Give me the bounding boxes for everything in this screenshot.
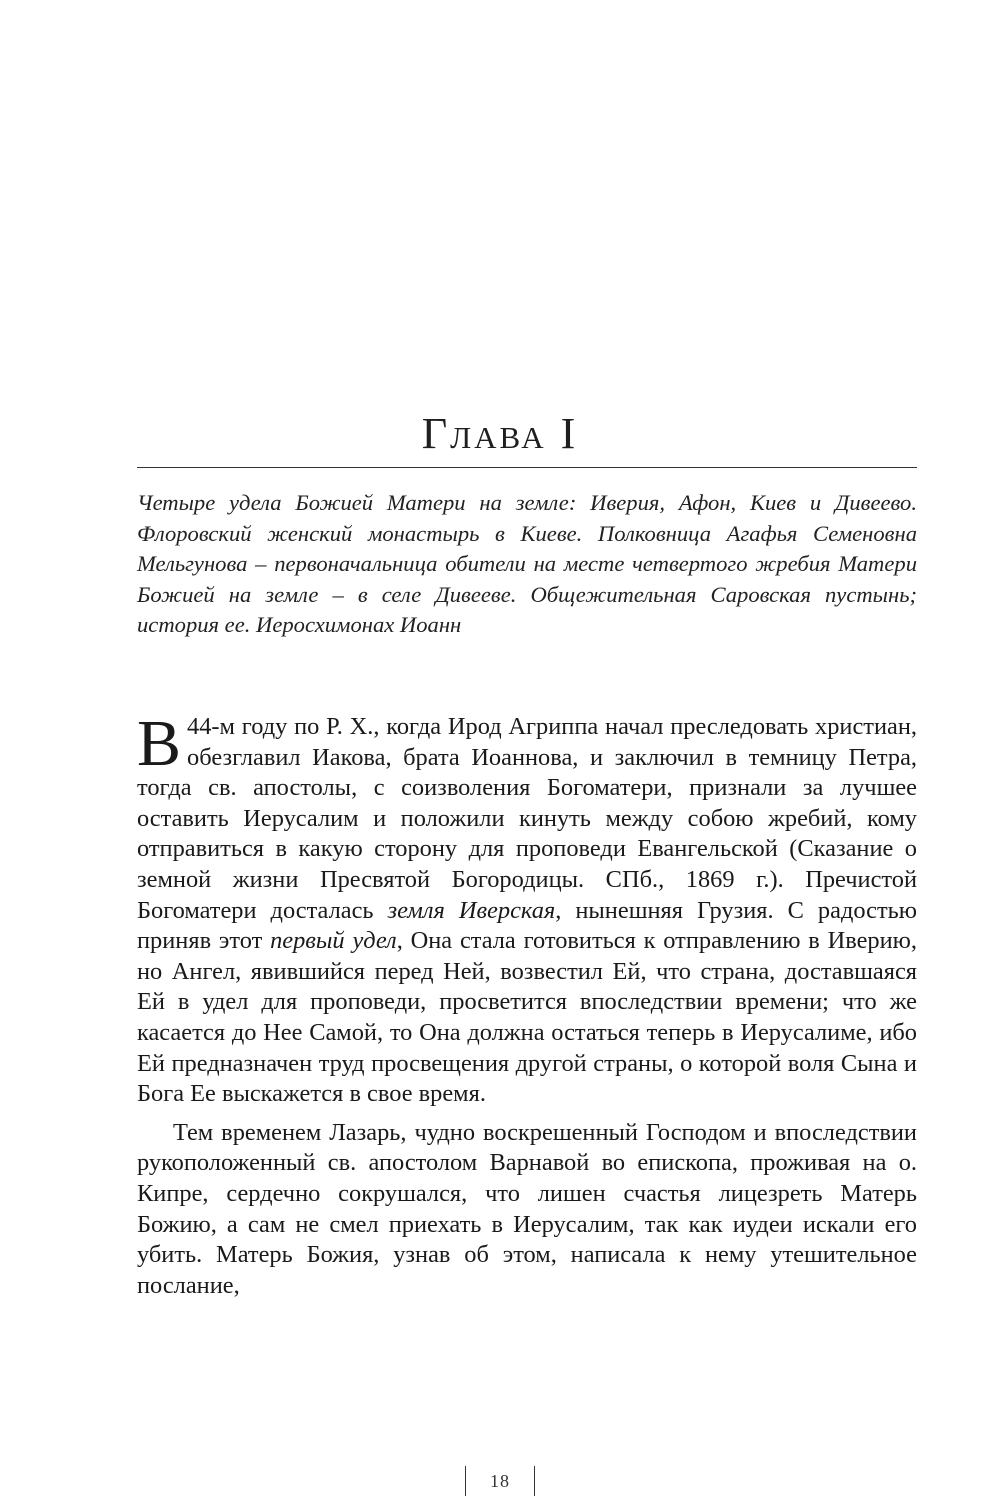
page-footer — [0, 1466, 1000, 1496]
paragraph-1-text-b: , нынешняя Грузия. С радостью приняв этот — [137, 896, 917, 955]
paragraph-2: Тем временем Лазарь, чудно воскрешенный Господом и впоследствии рукоположенный св. апостолом Варнавой во епископа, проживая на о. Кипре, сердечно сокрушался, что лишен счастья лицезреть Матерь Божию, а сам не смел приехать в Иерусалим, так как иудеи искали его убить. Матерь Божия, узнав об этом, написала к нему утешительное послание, — [137, 1118, 917, 1299]
paragraph-1-text-a: 44-м году по Р. Х., когда Ирод Агриппа начал преследовать христиан, обезглавил Иакова, брата Иоаннова, и заключил в темницу Петра, тогда св. апостолы, с соизволения Богоматери, признали за лучшее оставить Иерусалим и положили кинуть между собою жребий, кому отправиться в какую сторону для проповеди Евангельской (Сказание о земной жизни Пресвятой Богородицы. СПб., 1869 г.). Пречистой Богоматери досталась — [137, 713, 917, 924]
footer-right-bar — [534, 1466, 535, 1496]
chapter-body — [137, 707, 917, 1301]
paragraph-1 — [137, 707, 917, 1110]
chapter-summary: Четыре удела Божией Матери на земле: Иверия, Афон, Киев и Дивеево. Флоровский женский монастырь в Киеве. Полковница Агафья Семеновна Мельгунова – первоначальница обители на месте четвертого жребия Матери Божией на земле – в селе Дивееве. Общежительная Саровская пустынь; история ее. Иеросхимонах Иоанн — [137, 490, 917, 638]
title-divider — [137, 467, 917, 468]
chapter-title: Глава I — [421, 409, 579, 458]
footer-left-bar — [465, 1466, 466, 1496]
emphasis-iverian-land: земля Иверская — [387, 896, 556, 924]
paragraph-1-text-c: , Она стала готовиться к отправлению в Иверию, но Ангел, явившийся перед Ней, возвестил Ей, что страна, доставшаяся Ей в удел для проповеди, просветится впоследствии времени; что же касается до Нее Самой, то Она должна остаться теперь в Иерусалиме, ибо Ей предназначен труд просвещения другой страны, о которой воля Сына и Бога Ее выскажется в свое время. — [137, 927, 917, 1108]
page-number: 18 — [490, 1470, 510, 1491]
emphasis-first-lot: первый удел — [270, 927, 397, 955]
drop-cap: В — [137, 707, 182, 780]
